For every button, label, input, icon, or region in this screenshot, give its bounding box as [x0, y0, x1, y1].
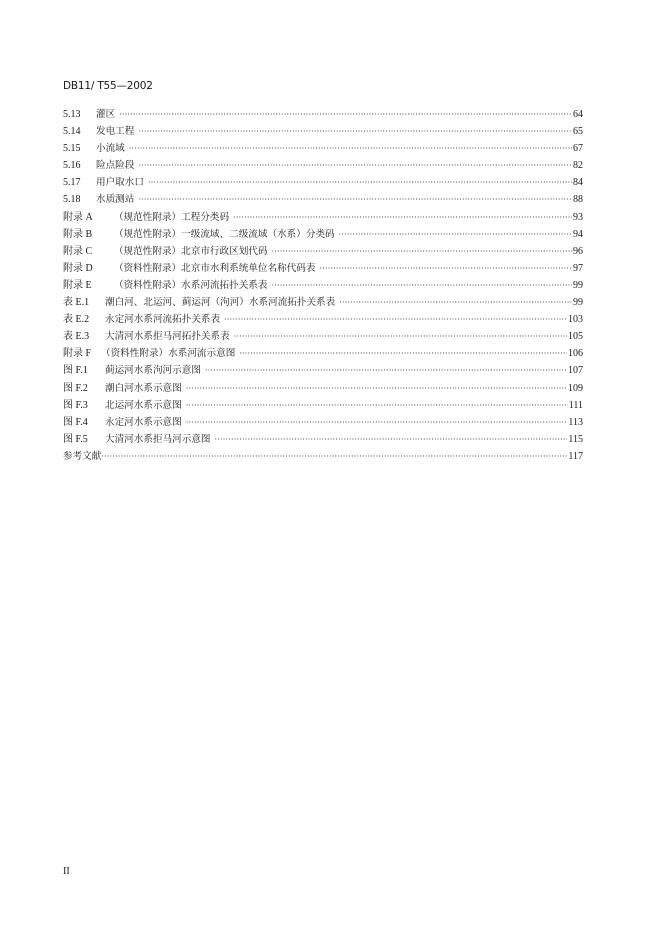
toc-title: 蓟运河水系泃河示意图 [105, 365, 201, 377]
toc-number: 附录 B [63, 228, 93, 240]
toc-leader-dots [186, 397, 568, 414]
toc-page-number: 111 [568, 399, 583, 411]
toc-number: 5.17 [63, 177, 81, 189]
table-of-contents [63, 106, 583, 465]
toc-leader-dots [234, 328, 567, 345]
toc-title: 大清河水系拒马河示意图 [105, 433, 211, 445]
toc-leader-dots [339, 294, 572, 311]
toc-entry-figure-f2[interactable] [63, 380, 583, 397]
toc-page-number: 82 [573, 160, 583, 172]
toc-leader-dots [215, 431, 568, 448]
toc-leader-dots [205, 362, 567, 379]
toc-entry-5-15[interactable] [63, 140, 583, 157]
toc-number: 表 E.1 [63, 297, 90, 309]
toc-title: 险点险段 [96, 160, 135, 172]
toc-title: 水质测站 [96, 194, 135, 206]
toc-page-number: 103 [568, 314, 583, 326]
toc-entry-appendix-f[interactable] [63, 345, 583, 362]
toc-number: 表 E.3 [63, 331, 90, 343]
toc-entry-5-14[interactable] [63, 123, 583, 140]
toc-title: 潮白河水系示意图 [105, 382, 182, 394]
toc-entry-table-e2[interactable] [63, 311, 583, 328]
toc-number: 图 F.2 [63, 382, 88, 394]
toc-title: 大清河水系拒马河拓扑关系表 [105, 331, 230, 343]
toc-number: 图 F.4 [63, 416, 88, 428]
toc-page-number: 115 [568, 433, 583, 445]
toc-entry-figure-f4[interactable] [63, 414, 583, 431]
toc-number: 图 F.3 [63, 399, 88, 411]
toc-leader-dots [186, 414, 568, 431]
toc-entry-5-16[interactable] [63, 157, 583, 174]
toc-page-number: 99 [573, 279, 583, 291]
toc-page-number: 97 [573, 262, 583, 274]
toc-title: （规范性附录）北京市行政区划代码 [114, 245, 268, 257]
toc-page-number: 106 [568, 348, 583, 360]
toc-entry-table-e1[interactable] [63, 294, 583, 311]
toc-page-number: 88 [573, 194, 583, 206]
toc-leader-dots [239, 345, 567, 362]
toc-title: （资料性附录）北京市水利系统单位名称代码表 [114, 262, 316, 274]
toc-number: 表 E.2 [63, 314, 90, 326]
toc-entry-appendix-c[interactable] [63, 243, 583, 260]
toc-number: 附录 C [63, 245, 93, 257]
toc-page-number: 93 [573, 211, 583, 223]
toc-leader-dots [148, 174, 572, 191]
toc-title: 永定河水系示意图 [105, 416, 182, 428]
toc-page-number: 96 [573, 245, 583, 257]
toc-leader-dots [101, 448, 567, 465]
toc-title: 灌区 [96, 109, 116, 120]
toc-leader-dots [119, 106, 572, 123]
toc-page-number: 99 [573, 297, 583, 309]
toc-number: 附录 A [63, 211, 93, 223]
page-number: II [63, 866, 70, 877]
toc-leader-dots [319, 260, 572, 277]
toc-number: 5.15 [63, 143, 81, 155]
toc-title: （资料性附录）水系河流拓扑关系表 [114, 279, 268, 291]
toc-number: 附录 E [63, 279, 92, 291]
toc-entry-figure-f5[interactable] [63, 431, 583, 448]
toc-entry-5-13[interactable] [63, 106, 583, 123]
toc-number: 图 F.5 [63, 433, 88, 445]
toc-entry-appendix-a[interactable] [63, 209, 583, 226]
toc-leader-dots [186, 380, 567, 397]
toc-title: （规范性附录）一级流域、二级流域（水系）分类码 [114, 228, 335, 240]
toc-number: 5.18 [63, 194, 81, 206]
toc-entry-figure-f3[interactable] [63, 397, 583, 414]
toc-entry-appendix-d[interactable] [63, 260, 583, 277]
toc-leader-dots [272, 243, 573, 260]
toc-number: 附录 F [63, 348, 92, 360]
toc-page-number: 117 [568, 450, 583, 462]
toc-leader-dots [138, 157, 572, 174]
toc-entry-table-e3[interactable] [63, 328, 583, 345]
toc-leader-dots [339, 226, 572, 243]
toc-leader-dots [233, 209, 572, 226]
toc-entry-figure-f1[interactable] [63, 362, 583, 379]
toc-number: 附录 D [63, 262, 93, 274]
toc-number: 5.13 [63, 109, 81, 120]
toc-page-number: 67 [573, 143, 583, 155]
document-code: DB11/ T55—2002 [63, 80, 153, 92]
toc-title: 参考文献 [63, 450, 102, 462]
toc-page-number: 94 [573, 228, 583, 240]
toc-title: （资料性附录）水系河流示意图 [101, 348, 236, 360]
toc-leader-dots [272, 277, 573, 294]
toc-title: 潮白河、北运河、蓟运河（泃河）水系河流拓扑关系表 [105, 297, 336, 309]
toc-leader-dots [138, 191, 572, 208]
toc-title: 发电工程 [96, 126, 135, 138]
toc-title: 北运河水系示意图 [105, 399, 182, 411]
toc-leader-dots [129, 140, 572, 157]
toc-entry-5-17[interactable] [63, 174, 583, 191]
toc-leader-dots [138, 123, 572, 140]
toc-title: 永定河水系河流拓扑关系表 [105, 314, 221, 326]
toc-number: 5.14 [63, 126, 81, 138]
toc-title: （规范性附录）工程分类码 [114, 211, 230, 223]
toc-entry-5-18[interactable] [63, 191, 583, 208]
toc-page-number: 107 [568, 365, 583, 377]
toc-leader-dots [224, 311, 567, 328]
toc-entry-appendix-b[interactable] [63, 226, 583, 243]
toc-page-number: 64 [573, 109, 583, 120]
toc-page-number: 84 [573, 177, 583, 189]
toc-number: 图 F.1 [63, 365, 88, 377]
toc-page-number: 109 [568, 382, 583, 394]
toc-entry-appendix-e[interactable] [63, 277, 583, 294]
toc-title: 小流域 [96, 143, 125, 155]
toc-entry-references[interactable] [63, 448, 583, 465]
toc-number: 5.16 [63, 160, 81, 172]
toc-page-number: 65 [573, 126, 583, 138]
toc-title: 用户取水口 [96, 177, 144, 189]
toc-page-number: 113 [568, 416, 583, 428]
toc-page-number: 105 [568, 331, 583, 343]
